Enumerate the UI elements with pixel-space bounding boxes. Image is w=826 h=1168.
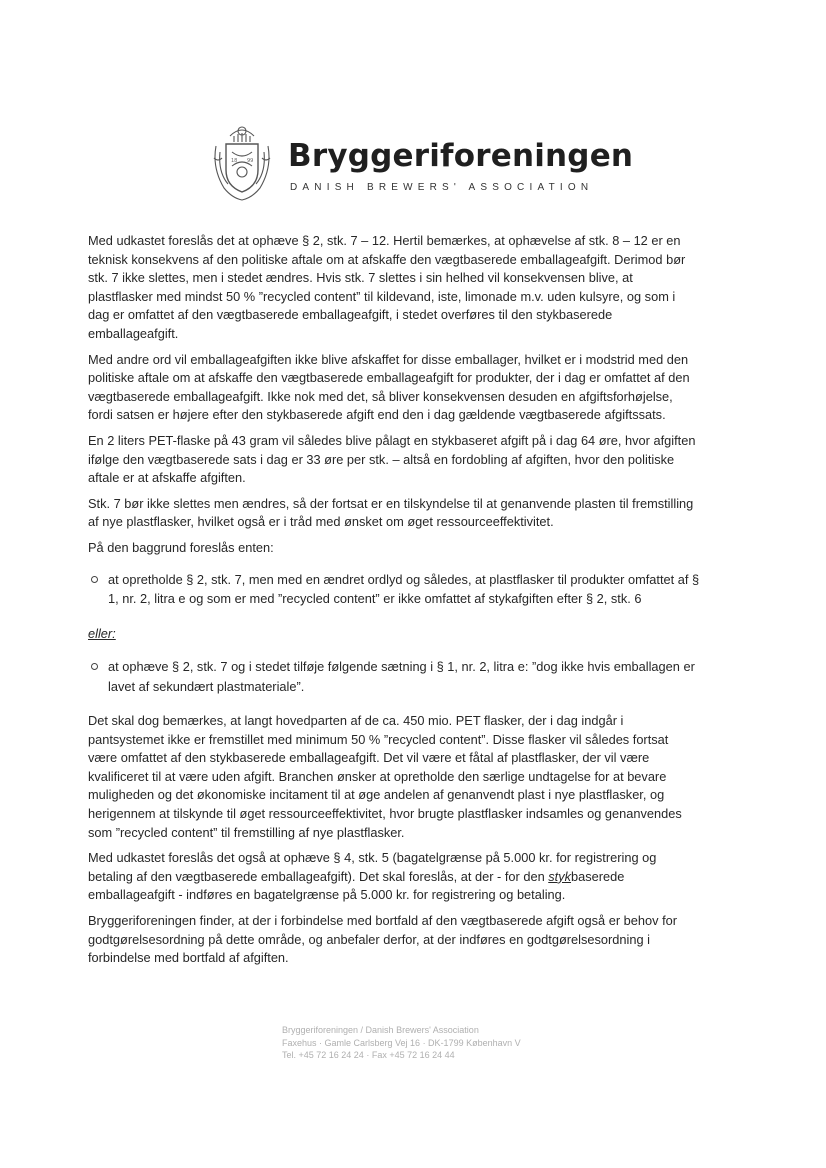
paragraph: Det skal dog bemærkes, at langt hovedparten af de ca. 450 mio. PET flasker, der i dag indgår i pantsystemet ikke er fremstillet med minimum 50 % ”recycled content”. Disse flasker vil således fortsat være omfattet af den stykbaserede emballageafgift. Det vil være et fåtal af plastflasker, der vil være kvalificeret til at være uden afgift. Branchen ønsker at opretholde den særlige undtagelse for at bevare muligheden og det økonomiske incitament til at øge andelen af genanvendt plast i nye plastflasker, og herigennem at tilskynde til øget ressourceeffektivitet, hvor brugte plastflasker indsamles og genanvendes som ”recycled content” til fremstilling af nye plastflasker. — [88, 713, 682, 840]
paragraph: På den baggrund foreslås enten: — [88, 539, 274, 555]
eller-label: eller: — [88, 625, 116, 641]
organization-subtitle: DANISH BREWERS' ASSOCIATION — [290, 182, 594, 193]
svg-text:99: 99 — [247, 158, 254, 164]
organization-name: Bryggeriforeningen — [288, 138, 634, 174]
footer-line: Tel. +45 72 16 24 24 · Fax +45 72 16 24 44 — [282, 1050, 455, 1060]
list-item: at opretholde § 2, stk. 7, men med en ændret ordlyd og således, at plastflasker til produkter omfattet af § 1, nr. 2, litra e og som er med ”recycled content” er ikke omfattet af stykafgiften efter § 2, stk. 6 — [88, 570, 700, 609]
paragraph: Stk. 7 bør ikke slettes men ændres, så der fortsat er en tilskyndelse til at genanvende plasten til fremstilling af nye plastflasker, hvilket også er i tråd med ønsket om øget ressourceeffektivitet. — [88, 495, 694, 530]
list-item: at ophæve § 2, stk. 7 og i stedet tilføje følgende sætning i § 1, nr. 2, litra e: ”dog ikke hvis emballagen er lavet af sekundært plastmateriale”. — [88, 657, 700, 696]
letter-body — [88, 232, 700, 975]
text-segment: baserede emballageafgift - indføres en bagatelgrænse på 5.000 kr. for registrering og betaling. — [88, 868, 625, 903]
letterhead — [210, 122, 634, 212]
paragraph: Med andre ord vil emballageafgiften ikke blive afskaffet for disse emballager, hvilket er i modstrid med den politiske aftale om at afskaffe den vægtbaserede emballageafgift for produkter, der i dag er omfattet af den vægtbaserede emballageafgift. Ikke nok med det, så bliver konsekvensen desuden en afgiftsforhøjelse, fordi satsen er højere efter den stykbaserede afgift end den i dag gældende vægtbaserede afgiftssats. — [88, 351, 690, 423]
footer — [282, 1024, 562, 1062]
paragraph: Bryggeriforeningen finder, at der i forbindelse med bortfald af den vægtbaserede afgift også er behov for godtgørelsesordning på dette område, og anbefaler derfor, at der indføres en godtgørelsesordning i forbindelse med bortfald af afgiften. — [88, 913, 678, 966]
bullet-list — [88, 657, 700, 696]
text-segment: Med udkastet foreslås det også at ophæve § 4, stk. 5 (bagatelgrænse på 5.000 kr. for registrering og betaling af den vægtbaserede emballageafgift). Det skal foreslås, at der - for den — [88, 850, 657, 884]
paragraph: En 2 liters PET-flaske på 43 gram vil således blive pålagt en stykbaseret afgift på i dag 64 øre, hvor afgiften ifølge den vægtbaserede sats i dag er 33 øre per stk. – altså en fordobling af afgiften, hvor den politiske aftale er at afskaffe afgiften. — [88, 432, 696, 486]
underlined-word: styk — [548, 868, 572, 884]
crest-icon — [210, 122, 274, 204]
paragraph: Med udkastet foreslås det at ophæve § 2, stk. 7 – 12. Hertil bemærkes, at ophævelse af stk. 8 – 12 er en teknisk konsekvens af den politiske aftale om at afskaffe den vægtbaserede emballageafgift. Derimod bør stk. 7 ikke slettes, men i stedet ændres. Hvis stk. 7 slettes i sin helhed vil konsekvensen blive, at plastflasker med mindst 50 % ”recycled content” til kildevand, iste, limonade m.v. uden kulsyre, og som i dag er omfattet af den vægtbaserede emballageafgift, i stedet overføres til den stykbaserede emballageafgift. — [88, 233, 686, 341]
footer-line: Bryggeriforeningen / Danish Brewers' Association — [282, 1025, 479, 1035]
footer-line: Faxehus · Gamle Carlsberg Vej 16 · DK-1799 København V — [282, 1037, 521, 1048]
bullet-list — [88, 570, 700, 609]
svg-text:18: 18 — [231, 158, 238, 164]
paragraph — [88, 849, 700, 905]
